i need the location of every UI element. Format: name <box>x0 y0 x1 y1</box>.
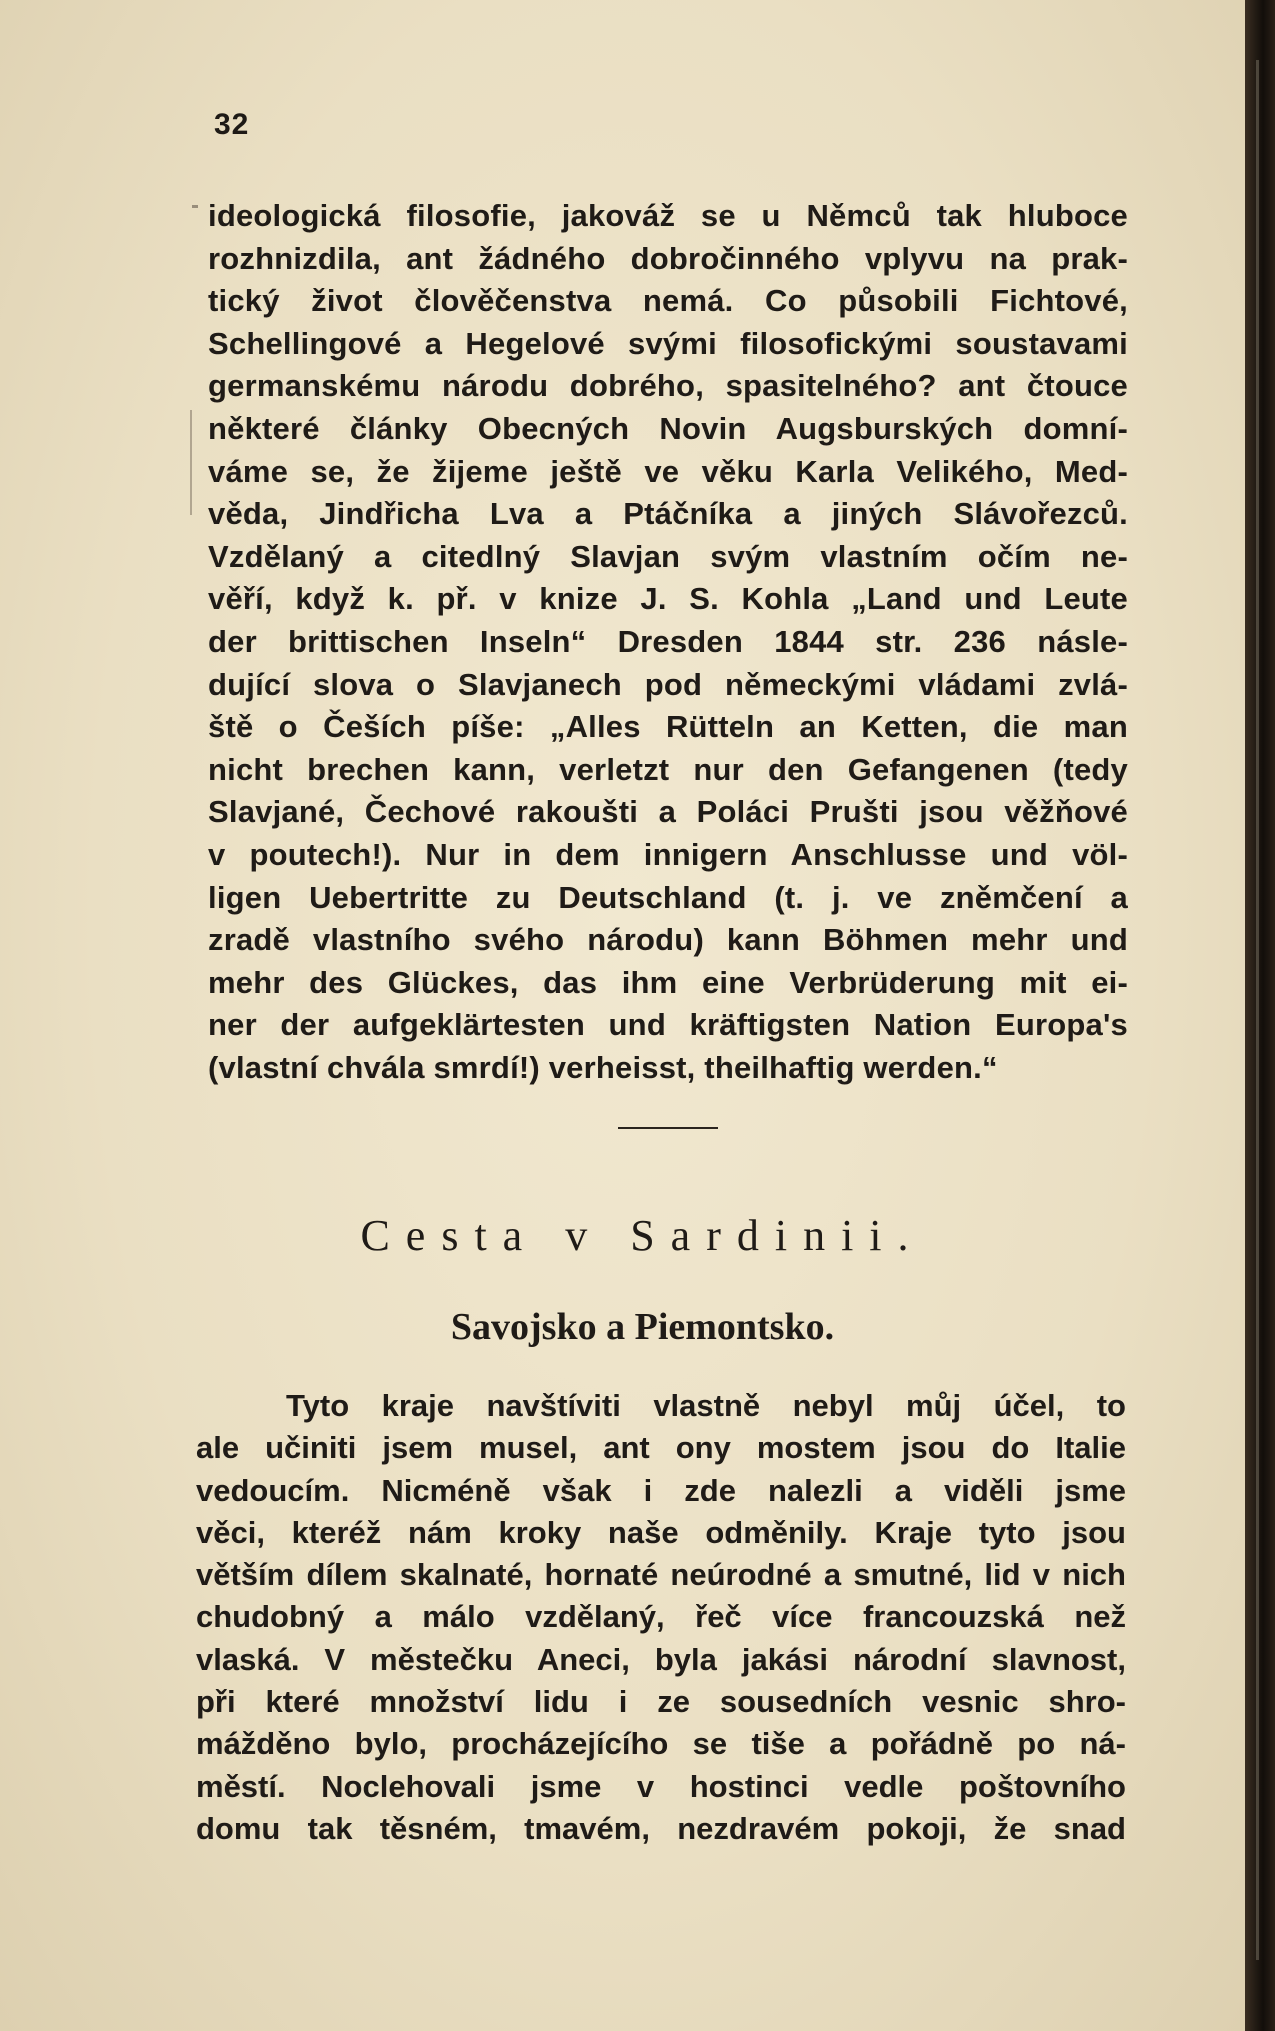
text-line: dující slova o Slavjanech pod německými vládami zvlá- <box>208 666 1128 702</box>
text-line: tický život člověčenstva nemá. Co působili Fichtové, <box>208 283 1128 319</box>
text-line: ligen Uebertritte zu Deutschland (t. j. ve zněmčení a <box>208 879 1128 915</box>
text-line: větším dílem skalnaté, hornaté neúrodné a smutné, lid v nich <box>196 1557 1126 1593</box>
text-line: chudobný a málo vzdělaný, řeč více francouzská než <box>196 1599 1126 1635</box>
text-line: mehr des Glückes, das ihm eine Verbrüderung mit ei- <box>208 964 1128 1000</box>
text-line: Slavjané, Čechové rakoušti a Poláci Prušti jsou věžňové <box>208 794 1128 830</box>
text-line: ale učiniti jsem musel, ant ony mostem jsou do Italie <box>196 1430 1126 1466</box>
page-number: 32 <box>214 108 250 141</box>
text-line: ště o Češích píše: „Alles Rütteln an Ketten, die man <box>208 709 1128 745</box>
text-line: Tyto kraje navštíviti vlastně nebyl můj účel, to <box>286 1388 1126 1423</box>
text-line: ideologická filosofie, jakováž se u Němců tak hluboce <box>208 198 1128 233</box>
text-line: Vzdělaný a citedlný Slavjan svým vlastním očím ne- <box>208 538 1128 574</box>
text-line: vedoucím. Nicméně však i zde nalezli a viděli jsme <box>196 1472 1126 1508</box>
text-line: Schellingové a Hegelové svými filosofickými soustavami <box>208 325 1128 361</box>
text-line: (vlastní chvála smrdí!) verheisst, theilhaftig werden.“ <box>208 1049 998 1085</box>
text-line: věci, kteréž nám kroky naše odměnily. Kraje tyto jsou <box>196 1514 1126 1550</box>
section-separator <box>618 1127 718 1129</box>
text-line: v poutech!). Nur in dem innigern Anschlusse und völ- <box>208 836 1128 872</box>
text-line: mážděno bylo, procházejícího se tiše a pořádně po ná- <box>196 1726 1126 1762</box>
paragraph-continued <box>208 195 1128 1089</box>
section-title: Savojsko a Piemontsko. <box>450 1306 835 1348</box>
text-line: váme se, že žijeme ještě ve věku Karla Velikého, Med- <box>208 453 1128 489</box>
text-line: domu tak těsném, tmavém, nezdravém pokoji, že snad <box>196 1810 1126 1846</box>
book-gutter <box>1245 0 1275 2031</box>
chapter-title: Cesta v Sardinii. <box>360 1211 925 1260</box>
text-line: germanskému národu dobrého, spasitelného? ant čtouce <box>208 368 1128 404</box>
text-line: věda, Jindřicha Lva a Ptáčníka a jiných Slávořezců. <box>208 496 1128 532</box>
text-line: některé články Obecných Novin Augsburských domní- <box>208 410 1128 446</box>
ink-speck <box>192 205 198 208</box>
text-line: der brittischen Inseln“ Dresden 1844 str. 236 násle- <box>208 623 1128 659</box>
text-line: rozhnizdila, ant žádného dobročinného vplyvu na prak- <box>208 240 1128 276</box>
margin-mark <box>190 410 192 515</box>
text-line: zradě vlastního svého národu) kann Böhmen mehr und <box>208 922 1128 958</box>
paragraph-new <box>196 1385 1126 1850</box>
text-line: městí. Noclehovali jsme v hostinci vedle poštovního <box>196 1768 1126 1804</box>
text-line: vlaská. V městečku Aneci, byla jakási národní slavnost, <box>196 1641 1126 1677</box>
gutter-edge <box>1256 60 1259 1960</box>
text-line: věří, když k. př. v knize J. S. Kohla „Land und Leute <box>208 581 1128 617</box>
text-line: ner der aufgeklärtesten und kräftigsten Nation Europa's <box>208 1007 1128 1043</box>
text-line: nicht brechen kann, verletzt nur den Gefangenen (tedy <box>208 751 1128 787</box>
text-line: při které množství lidu i ze sousedních vesnic shro- <box>196 1684 1126 1720</box>
